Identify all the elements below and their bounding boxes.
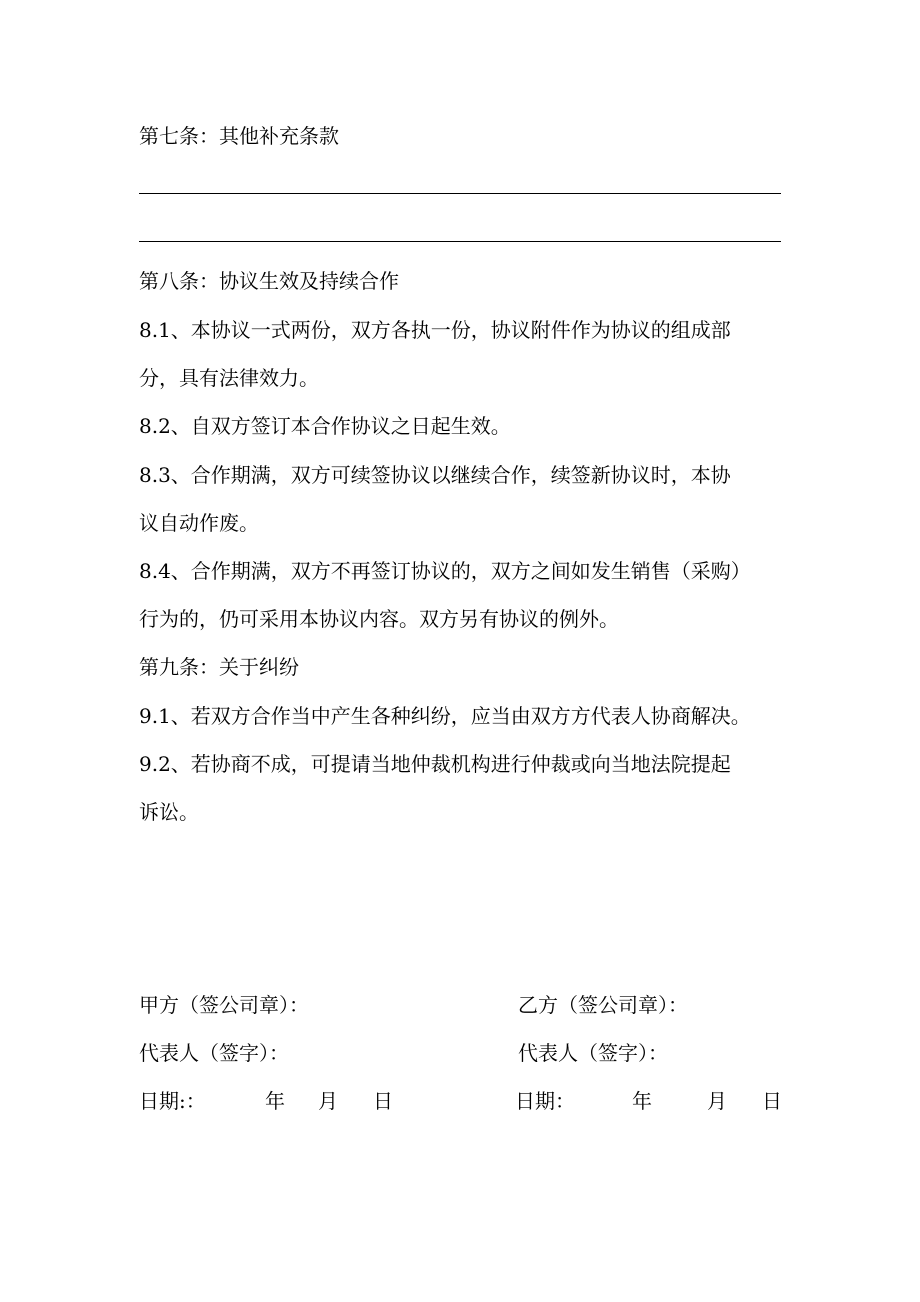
clause-8-1-line-1: 8.1、本协议一式两份，双方各执一份，协议附件作为协议的组成部 [139,318,731,342]
party-b-date-year: 年 [632,1089,652,1113]
clause-8-4-line-1: 8.4、合作期满，双方不再签订协议的，双方之间如发生销售（采购） [139,559,751,583]
party-b-rep-label: 代表人（签字）： [518,1041,668,1065]
clause-8-1-line-2: 分，具有法律效力。 [139,366,319,390]
clause-9-1-line-1: 9.1、若双方合作当中产生各种纠纷，应当由双方方代表人协商解决。 [139,704,751,728]
clause-8-3-line-2: 议自动作废。 [139,511,259,535]
party-b-date-label: 日期： [515,1089,575,1113]
party-b-date-month: 月 [707,1089,727,1113]
party-b-date-day: 日 [762,1089,782,1113]
party-a-date-label: 日期:： [139,1089,206,1113]
clause-9-2-line-2: 诉讼。 [139,800,199,824]
party-a-seal-label: 甲方（签公司章）： [139,993,309,1017]
clause-8-4-line-2: 行为的，仍可采用本协议内容。双方另有协议的例外。 [139,607,619,631]
article-7-title: 第七条：其他补充条款 [139,124,339,148]
party-a-date-day: 日 [373,1089,393,1113]
party-a-date-month: 月 [318,1089,338,1113]
clause-9-2-line-1: 9.2、若协商不成，可提请当地仲裁机构进行仲裁或向当地法院提起 [139,752,731,776]
party-a-date-year: 年 [265,1089,285,1113]
party-b-seal-label: 乙方（签公司章）： [518,993,688,1017]
article-8-title: 第八条：协议生效及持续合作 [139,269,399,293]
clause-8-2-line-1: 8.2、自双方签订本合作协议之日起生效。 [139,414,511,438]
party-a-rep-label: 代表人（签字）： [139,1041,289,1065]
clause-8-3-line-1: 8.3、合作期满，双方可续签协议以继续合作，续签新协议时，本协 [139,463,731,487]
article-9-title: 第九条：关于纠纷 [139,655,299,679]
blank-fill-line-1 [139,193,781,194]
blank-fill-line-2 [139,241,781,242]
